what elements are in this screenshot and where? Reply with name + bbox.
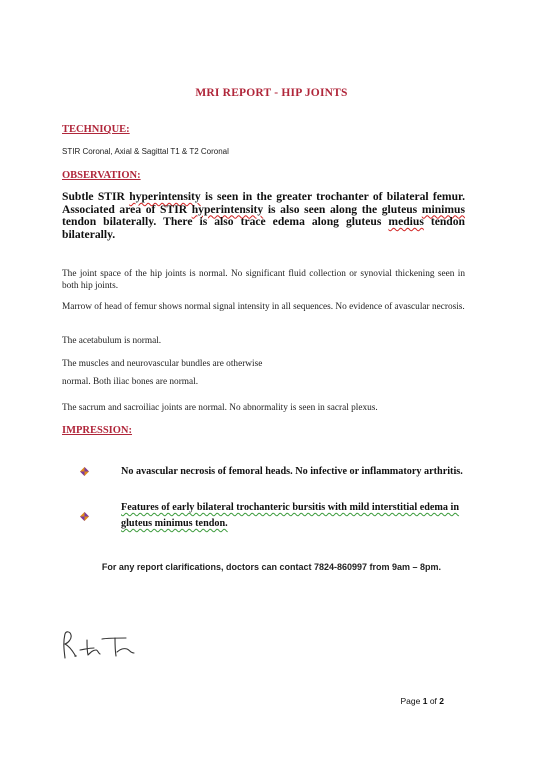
technique-text: STIR Coronal, Axial & Sagittal T1 & T2 Coronal xyxy=(62,147,229,156)
impression-text-1: No avascular necrosis of femoral heads. No infective or inflammatory arthritis. xyxy=(121,466,463,477)
obs-text-4: hyperintensity xyxy=(191,202,264,216)
observation-summary xyxy=(62,191,465,241)
page-number-of: of xyxy=(427,696,440,706)
contact-note: For any report clarifications, doctors can contact 7824-860997 from 9am – 8pm. xyxy=(101,562,442,572)
obs-text-5: is also seen along the gluteus xyxy=(263,202,422,216)
diamond-bullet-icon xyxy=(80,467,89,476)
page-number-total: 2 xyxy=(439,696,444,706)
page-number xyxy=(401,696,445,706)
obs-text-6: minimus xyxy=(421,202,465,216)
finding-acetabulum: The acetabulum is normal. xyxy=(62,336,162,346)
finding-iliac: normal. Both iliac bones are normal. xyxy=(62,377,199,387)
obs-text-2: hyperintensity xyxy=(129,190,201,203)
observation-heading: OBSERVATION: xyxy=(62,170,141,181)
obs-text-7: tendon bilaterally. There is also trace edema along gluteus xyxy=(62,215,389,228)
obs-text-3: is seen in the greater trochanter of bilateral femur. Associated area of STIR xyxy=(62,190,466,216)
signature-image xyxy=(60,628,142,662)
finding-joint-space: The joint space of the hip joints is normal. No significant fluid collection or synovial thickening seen in both hip joints. xyxy=(62,269,465,292)
page-number-current: 1 xyxy=(422,696,428,706)
finding-muscles: The muscles and neurovascular bundles are otherwise xyxy=(62,359,263,369)
obs-text-9: tendon bilaterally. xyxy=(62,215,465,241)
obs-text-8: medius xyxy=(388,215,424,228)
technique-heading: TECHNIQUE: xyxy=(62,124,130,135)
report-title: MRI REPORT - HIP JOINTS xyxy=(195,87,348,99)
impression-text-2: Features of early bilateral trochanteric bursitis with mild interstitial edema in gluteus minimus tendon. xyxy=(121,502,460,529)
impression-heading: IMPRESSION: xyxy=(62,425,133,436)
page-number-prefix: Page xyxy=(400,696,423,706)
diamond-bullet-icon xyxy=(80,512,89,521)
obs-text-1: Subtle STIR xyxy=(62,190,130,203)
finding-marrow: Marrow of head of femur shows normal signal intensity in all sequences. No evidence of avascular necrosis. xyxy=(62,302,465,312)
finding-sacrum: The sacrum and sacroiliac joints are normal. No abnormality is seen in sacral plexus. xyxy=(62,403,378,413)
